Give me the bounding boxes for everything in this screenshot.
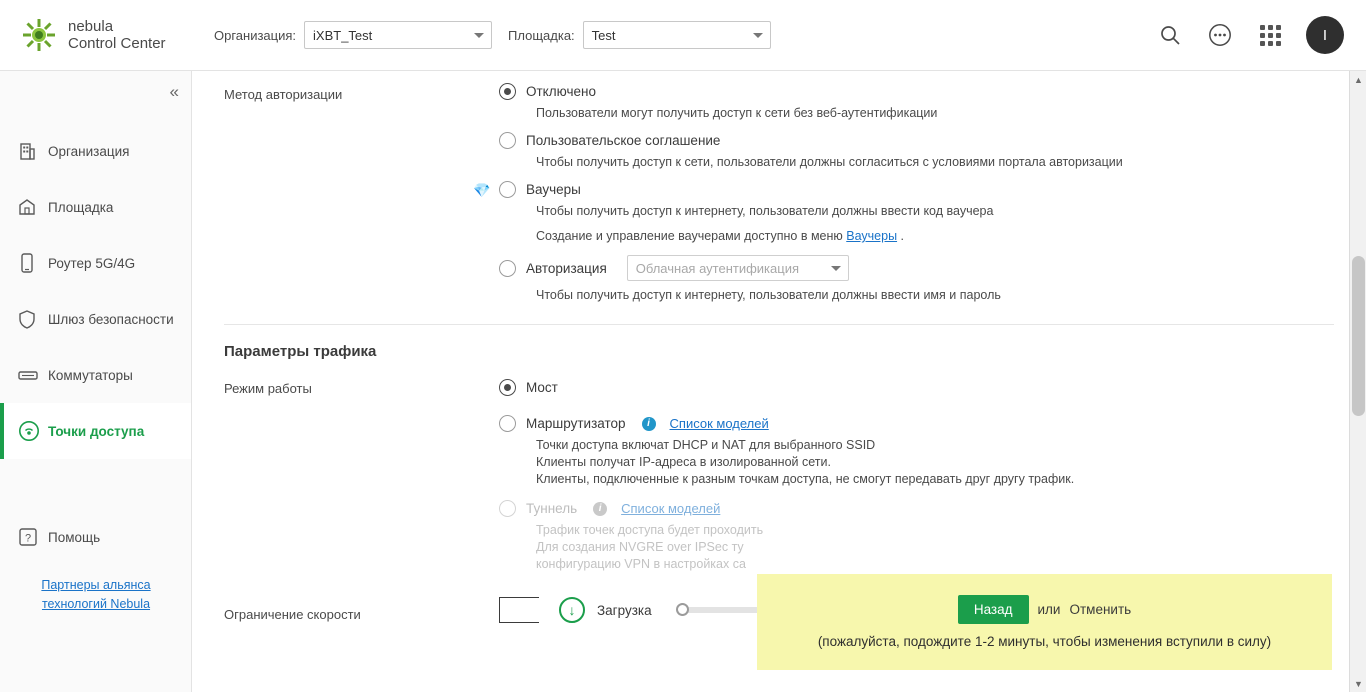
mode-option-tunnel xyxy=(499,500,1334,517)
organization-field xyxy=(214,21,492,49)
sidebar-item-router[interactable] xyxy=(0,235,191,291)
radio-vouchers[interactable] xyxy=(499,181,516,198)
notice-message: (пожалуйста, подождите 1-2 минуты, чтобы изменения вступили в силу) xyxy=(817,634,1272,649)
sidebar-nav xyxy=(0,123,191,565)
auth-option-vouchers[interactable] xyxy=(473,181,1334,198)
notice-actions xyxy=(958,595,1131,624)
radio-bridge[interactable] xyxy=(499,379,516,396)
organization-label: Организация: xyxy=(214,27,297,43)
auth-option-label: Пользовательское соглашение xyxy=(526,133,721,148)
chevron-down-icon xyxy=(753,33,763,38)
sidebar-item-security-gateway[interactable] xyxy=(0,291,191,347)
back-button[interactable]: Назад xyxy=(958,595,1029,624)
organization-value: iXBT_Test xyxy=(313,27,373,43)
svg-text:?: ? xyxy=(24,532,32,545)
chevron-down-icon xyxy=(474,33,484,38)
brand-name-line2: Control Center xyxy=(68,35,166,52)
more-options-icon[interactable] xyxy=(1206,21,1234,49)
auth-type-value: Облачная аутентификация xyxy=(635,260,800,276)
premium-gem-icon: 💎 xyxy=(473,182,491,198)
operation-mode-row xyxy=(224,379,1334,571)
save-notification-bar xyxy=(757,574,1332,670)
partners-link[interactable] xyxy=(0,576,192,614)
sidebar-item-label: Роутер 5G/4G xyxy=(48,255,136,271)
operation-mode-options xyxy=(499,379,1334,571)
auth-method-row xyxy=(224,83,1334,302)
mode-option-label: Мост xyxy=(526,380,558,395)
scroll-up-icon[interactable]: ▲ xyxy=(1350,71,1366,88)
info-icon: i xyxy=(593,502,607,516)
sidebar-item-label: Шлюз безопасности xyxy=(48,311,174,327)
scroll-down-icon[interactable]: ▼ xyxy=(1350,675,1366,692)
sidebar-item-label: Точки доступа xyxy=(48,423,145,439)
sidebar-item-label: Помощь xyxy=(48,529,101,545)
organization-select[interactable] xyxy=(304,21,492,49)
site-label: Площадка: xyxy=(508,27,575,43)
scrollbar-thumb[interactable] xyxy=(1352,256,1365,416)
radio-router[interactable] xyxy=(499,415,516,432)
access-point-icon xyxy=(18,420,48,442)
auth-option-hint: Чтобы получить доступ к интернету, пользователи должны ввести имя и пароль xyxy=(536,288,1001,302)
avatar-initial: I xyxy=(1322,26,1328,44)
apps-grid-icon[interactable] xyxy=(1256,21,1284,49)
chevron-down-icon xyxy=(831,266,841,271)
sidebar-item-access-points[interactable] xyxy=(0,403,191,459)
switch-icon xyxy=(18,368,48,382)
mode-hint: Клиенты, подключенные к разным точкам доступа, не смогут передавать друг другу трафик. xyxy=(536,472,1075,486)
mode-hint: Трафик точек доступа будет проходить xyxy=(536,523,764,537)
mode-option-label: Туннель xyxy=(526,501,578,516)
search-icon[interactable] xyxy=(1156,21,1184,49)
radio-authorization[interactable] xyxy=(499,260,516,277)
mode-hint: конфигурацию VPN в настройках са xyxy=(536,557,746,571)
auth-option-hint: Чтобы получить доступ к интернету, пользователи должны ввести код ваучера xyxy=(536,204,994,218)
mode-option-bridge[interactable] xyxy=(499,379,1334,396)
sidebar-item-organization[interactable] xyxy=(0,123,191,179)
router-icon xyxy=(18,252,48,274)
auth-method-label: Метод авторизации xyxy=(224,87,343,102)
router-models-link[interactable]: Список моделей xyxy=(669,416,769,431)
mode-option-label: Маршрутизатор xyxy=(526,416,626,431)
partners-link-line2[interactable]: технологий Nebula xyxy=(41,596,151,611)
sidebar xyxy=(0,71,192,692)
auth-option-label: Ваучеры xyxy=(526,182,581,197)
site-icon xyxy=(18,197,48,217)
mode-hint: Для создания NVGRE over IPSec ту xyxy=(536,540,744,554)
topbar-actions xyxy=(1156,16,1344,54)
sidebar-item-help[interactable] xyxy=(0,509,191,565)
site-select[interactable] xyxy=(583,21,771,49)
vouchers-menu-link[interactable]: Ваучеры xyxy=(846,229,898,243)
slider-handle[interactable] xyxy=(676,603,689,616)
vertical-scrollbar[interactable] xyxy=(1349,71,1366,692)
radio-tunnel xyxy=(499,500,516,517)
sidebar-item-switches[interactable] xyxy=(0,347,191,403)
auth-option-authorization[interactable] xyxy=(499,255,1334,281)
site-field xyxy=(508,21,771,49)
auth-option-label: Авторизация xyxy=(526,260,607,276)
radio-user-agreement[interactable] xyxy=(499,132,516,149)
speed-toggle-box[interactable] xyxy=(499,597,539,623)
building-icon xyxy=(18,141,48,161)
partners-link-line1[interactable]: Партнеры альянса xyxy=(41,578,151,592)
help-icon xyxy=(18,527,48,547)
mode-option-router[interactable] xyxy=(499,415,1334,432)
nebula-logo-icon xyxy=(20,16,58,54)
sidebar-collapse-button[interactable]: « xyxy=(169,82,179,101)
top-bar xyxy=(0,0,1366,71)
brand-logo-area[interactable] xyxy=(20,16,198,54)
auth-option-disabled[interactable] xyxy=(499,83,1334,100)
sidebar-item-label: Организация xyxy=(48,143,130,159)
download-arrow-icon: ↓ xyxy=(559,597,585,623)
auth-option-voucher-menu-hint xyxy=(536,229,1334,243)
auth-option-label: Отключено xyxy=(526,84,596,99)
auth-type-select[interactable] xyxy=(627,255,849,281)
auth-option-hint: Пользователи могут получить доступ к сети без веб-аутентификации xyxy=(536,106,938,120)
auth-option-user-agreement[interactable] xyxy=(499,132,1334,149)
sidebar-item-label: Площадка xyxy=(48,199,114,215)
speed-limit-label: Ограничение скорости xyxy=(224,607,361,622)
operation-mode-label: Режим работы xyxy=(224,381,312,396)
sidebar-item-site[interactable] xyxy=(0,179,191,235)
shield-icon xyxy=(18,309,48,329)
notice-or-text: или xyxy=(1037,602,1061,617)
mode-hint: Клиенты получат IP-адреса в изолированной сети. xyxy=(536,455,831,469)
info-icon[interactable]: i xyxy=(642,417,656,431)
download-label: Загрузка xyxy=(597,602,652,618)
avatar[interactable] xyxy=(1306,16,1344,54)
mode-hint: Точки доступа включат DHCP и NAT для выбранного SSID xyxy=(536,438,876,452)
auth-method-section xyxy=(192,71,1366,325)
sidebar-item-label: Коммутаторы xyxy=(48,367,133,383)
voucher-hint-prefix: Создание и управление ваучерами доступно в меню xyxy=(536,229,843,243)
radio-disabled[interactable] xyxy=(499,83,516,100)
brand-name-line1: nebula xyxy=(68,17,114,35)
sidebar-spacer xyxy=(0,459,191,509)
tunnel-models-link[interactable]: Список моделей xyxy=(621,501,721,516)
voucher-hint-suffix: . xyxy=(900,229,905,243)
cancel-link[interactable]: Отменить xyxy=(1069,602,1132,617)
site-value: Test xyxy=(591,27,616,43)
auth-option-hint: Чтобы получить доступ к сети, пользователи должны согласиться с условиями портала авторизации xyxy=(536,155,1123,169)
auth-method-options xyxy=(473,83,1334,302)
traffic-section-title: Параметры трафика xyxy=(224,343,377,360)
